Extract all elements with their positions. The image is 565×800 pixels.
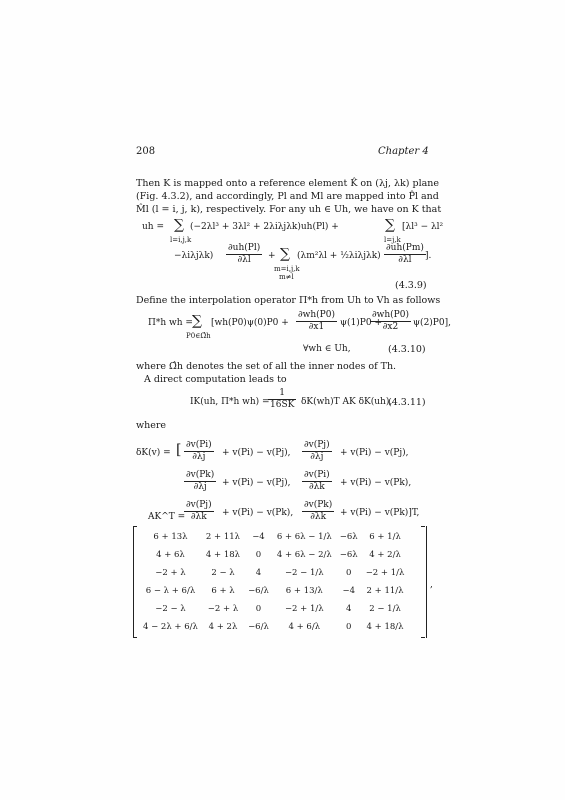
equation-lhs: IK(uh, Π*h wh) =	[190, 397, 270, 407]
matrix-cell: −2 + 1/λ	[365, 568, 405, 578]
equation-lhs: uh =	[142, 222, 164, 232]
matrix-cell: −2 − λ	[155, 604, 186, 614]
matrix-cell: 4	[255, 568, 262, 578]
matrix-cell: 0	[255, 550, 262, 560]
summation-subscript: m≠l	[279, 273, 294, 281]
equation-fraction: $\frac{\partial v(Pj)}{\partial\lambda j}$	[304, 440, 330, 462]
summation-subscript: l=j,k	[384, 236, 401, 244]
equation-term: + v(Pi) − v(Pj),	[222, 448, 291, 458]
matrix-cell: 6 + λ	[211, 586, 235, 596]
matrix-cell: 6 + 13λ	[153, 532, 188, 542]
matrix-cell: −6/λ	[248, 586, 269, 596]
matrix-cell: 0	[346, 622, 352, 632]
matrix-cell: 2 + 11λ	[205, 532, 241, 542]
paragraph-line: M̂l (l = i, j, k), respectively. For any uh ∈ Uh, we have on K that	[136, 204, 442, 215]
equation-term: (λm²λl + ½λiλjλk)	[297, 251, 381, 261]
equation-term: [λl³ − λl²	[402, 222, 444, 232]
matrix-bracket-corner	[133, 526, 137, 527]
matrix-cell: 2 − λ	[211, 568, 235, 578]
paragraph-line: where Ω̂h denotes the set of all the inner nodes of Th.	[136, 361, 397, 372]
bracket-open: [	[176, 442, 182, 458]
matrix-row	[139, 528, 408, 546]
matrix-cell: 2 + 11/λ	[366, 586, 404, 596]
equation-fraction: $\frac{1}{16SK}$	[270, 388, 295, 410]
equation-fraction: $\frac{\partial wh(P0)}{\partial x2}$	[372, 310, 409, 332]
matrix-bracket-corner	[133, 637, 137, 638]
equation-term: [wh(P0)ψ(0)P0 +	[211, 318, 289, 328]
paragraph-line: where	[136, 420, 167, 431]
equation-number: (4.3.10)	[388, 344, 426, 355]
matrix-cell: −4	[342, 586, 355, 596]
matrix-cell: 6 + 13/λ	[285, 586, 323, 596]
equation-lhs: Π*h wh =	[148, 318, 193, 328]
matrix-cell: 6 + 6λ − 1/λ	[276, 532, 332, 542]
equation-term: + v(Pi) − v(Pj),	[340, 448, 409, 458]
matrix-cell: 4 + 18λ	[205, 550, 241, 560]
matrix-cell: 4 − 2λ + 6/λ	[143, 622, 198, 632]
equation-fraction: $\frac{\partial uh(Pl)}{\partial\lambda l}$	[228, 243, 261, 265]
matrix-row	[139, 564, 408, 582]
matrix-cell: 4	[346, 604, 352, 614]
equation-number: (4.3.11)	[388, 397, 426, 408]
paragraph-line: (Fig. 4.3.2), and accordingly, Pl and Ml are mapped into P̂l and	[136, 191, 439, 202]
matrix-cell: 4 + 18/λ	[366, 622, 404, 632]
equation-term: ∀wh ∈ Uh,	[303, 344, 351, 354]
matrix-row	[139, 600, 408, 618]
equation-fraction: $\frac{\partial wh(P0)}{\partial x1}$	[298, 310, 335, 332]
matrix-trailing-comma: ,	[430, 580, 433, 590]
equation-term: ].	[425, 251, 432, 261]
matrix-cell: 4 + 6λ	[156, 550, 185, 560]
equation-term: + v(Pi) − v(Pk),	[222, 508, 294, 518]
matrix-cell: 4 + 6/λ	[288, 622, 321, 632]
matrix-cell: 4 + 2λ	[208, 622, 238, 632]
matrix-row	[139, 546, 408, 564]
matrix-bracket-corner	[421, 526, 425, 527]
matrix-cell: −6λ	[339, 532, 358, 542]
paragraph-line: Define the interpolation operator Π*h from Uh to Vh as follows	[136, 295, 441, 306]
equation-number: (4.3.9)	[395, 280, 427, 291]
equation-fraction: $\frac{\partial v(Pi)}{\partial\lambda j}$	[186, 440, 212, 462]
equation-fraction: $\frac{\partial v(Pi)}{\partial\lambda k}$	[304, 470, 330, 492]
summation-symbol: ∑	[174, 217, 184, 233]
summation-subscript: l=i,j,k	[170, 236, 192, 244]
page-number: 208	[136, 146, 156, 157]
matrix-cell: −2 − 1/λ	[284, 568, 324, 578]
equation-term: ψ(1)P0 +	[340, 318, 382, 328]
matrix-cell: −6/λ	[248, 622, 269, 632]
equation-term: δK(wh)T AK δK(uh),	[301, 397, 393, 407]
matrix-label: AK^T =	[148, 512, 186, 522]
equation-term: + v(Pi) − v(Pk),	[340, 478, 412, 488]
summation-symbol: ∑	[385, 217, 395, 233]
matrix-cell: −2 + λ	[207, 604, 239, 614]
chapter-label: Chapter 4	[378, 146, 429, 157]
equation-term: (−2λl³ + 3λl² + 2λiλjλk)uh(Pl) +	[190, 222, 339, 232]
equation-fraction: $\frac{\partial uh(Pm)}{\partial\lambda l}$	[386, 243, 424, 265]
matrix-cell: 4 + 6λ − 2/λ	[276, 550, 332, 560]
equation-lhs: δK(v) =	[136, 448, 171, 458]
matrix-row	[139, 582, 408, 600]
equation-term: −λiλjλk)	[174, 251, 214, 261]
equation-term: +	[268, 251, 276, 261]
summation-symbol: ∑	[280, 246, 290, 262]
matrix-cell: −6λ	[339, 550, 358, 560]
paragraph-line: Then K is mapped onto a reference element K̂ on (λj, λk) plane	[136, 178, 440, 189]
equation-fraction: $\frac{\partial v(Pk)}{\partial\lambda k}$	[304, 500, 333, 522]
matrix-cell: 4 + 2/λ	[369, 550, 401, 560]
matrix-cell: 6 − λ + 6/λ	[145, 586, 196, 596]
equation-term: + v(Pi) − v(Pk)]T,	[340, 508, 420, 518]
equation-term: ψ(2)P0],	[413, 318, 451, 328]
equation-term: + v(Pi) − v(Pj),	[222, 478, 291, 488]
matrix-cell: −2 + 1/λ	[284, 604, 324, 614]
equation-fraction: $\frac{\partial v(Pk)}{\partial\lambda j}$	[186, 470, 215, 492]
equation-fraction: $\frac{\partial v(Pj)}{\partial\lambda k}$	[186, 500, 212, 522]
matrix-cell: −2 + λ	[155, 568, 186, 578]
summation-subscript: P0∈Ω̂h	[186, 332, 211, 340]
summation-subscript: m=i,j,k	[274, 265, 300, 273]
matrix-bracket-corner	[421, 637, 425, 638]
paragraph-line: A direct computation leads to	[144, 374, 287, 385]
matrix-cell: 0	[346, 568, 352, 578]
matrix-cell: 2 − 1/λ	[369, 604, 401, 614]
summation-symbol: ∑	[192, 313, 202, 329]
matrix-row	[139, 618, 408, 636]
matrix-table	[139, 528, 408, 636]
matrix-cell: −4	[252, 532, 265, 542]
matrix-cell: 0	[255, 604, 262, 614]
matrix-cell: 6 + 1/λ	[369, 532, 401, 542]
